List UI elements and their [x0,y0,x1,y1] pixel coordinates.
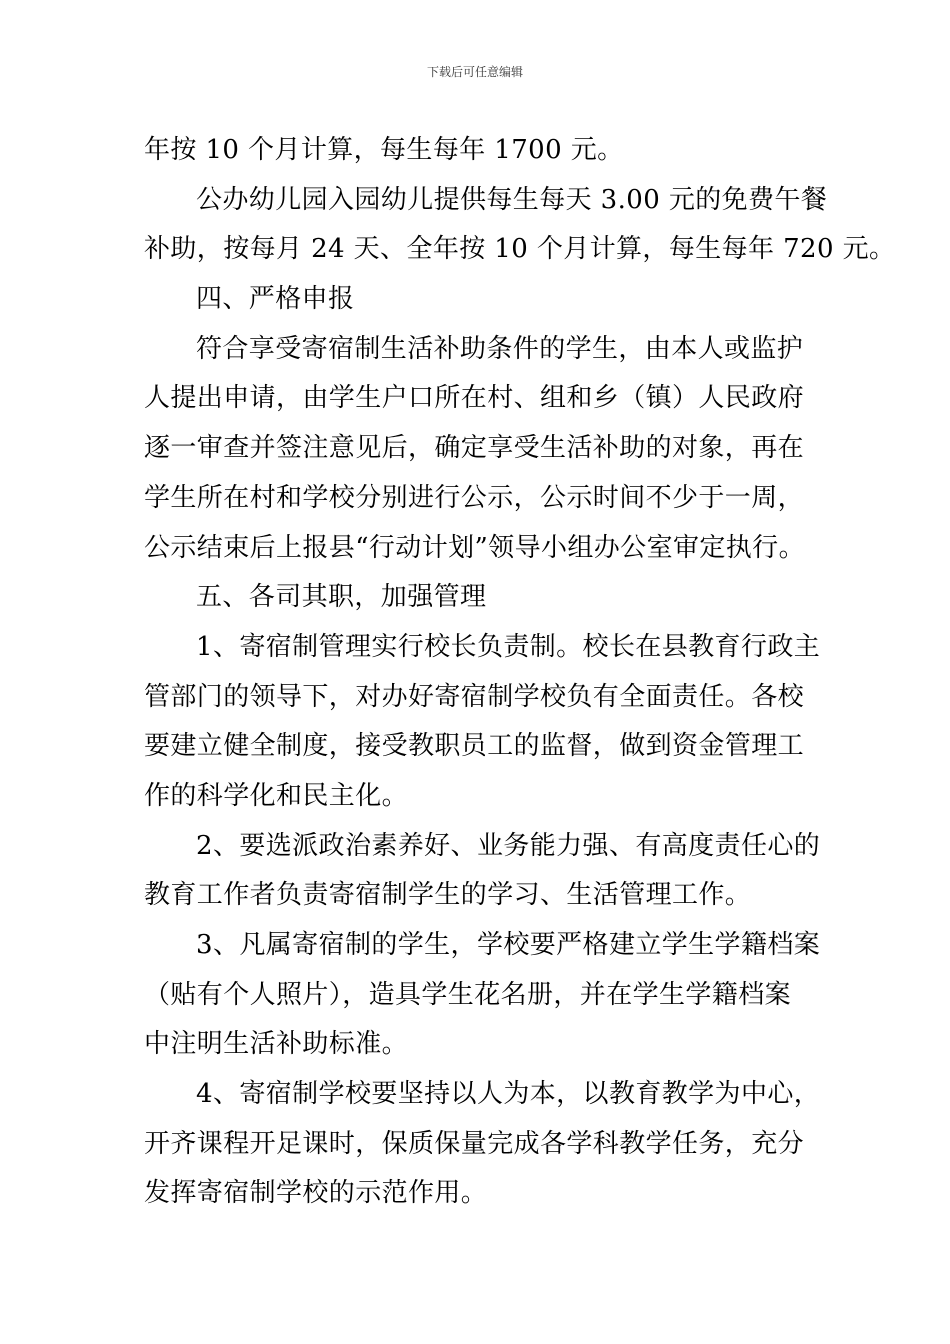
text-line: 中注明生活补助标准。 [144,1029,409,1060]
text-line: 4、寄宿制学校要坚持以人为本，以教育教学为中心， [196,1079,821,1110]
text-line: 补助，按每月 24 天、全年按 10 个月计算，每生每年 720 元。 [144,234,896,265]
text-line: 3、凡属寄宿制的学生，学校要严格建立学生学籍档案 [196,930,821,960]
document-body [144,126,896,1219]
text-line: 公示结束后上报县“行动计划”领导小组办公室审定执行。 [144,532,805,563]
text-line: 2、要选派政治素养好、业务能力强、有高度责任心的 [196,830,821,861]
text-line: 逐一审查并签注意见后，确定享受生活补助的对象，再在 [144,433,805,464]
text-line: 公办幼儿园入园幼儿提供每生每天 3.00 元的免费午餐 [196,184,828,215]
text-line: 管部门的领导下，对办好寄宿制学校负有全面责任。各校 [144,681,805,712]
text-line: 要建立健全制度，接受教职员工的监督，做到资金管理工 [144,731,805,762]
page-header-note: 下载后可任意编辑 [426,65,523,79]
text-line: 教育工作者负责寄宿制学生的学习、生活管理工作。 [144,880,752,911]
text-line: 作的科学化和民主化。 [144,780,409,811]
text-line: 年按 10 个月计算，每生每年 1700 元。 [144,135,624,165]
text-line: 开齐课程开足课时，保质保量完成各学科教学任务，充分 [144,1128,805,1159]
text-line: （贴有个人照片），造具学生花名册，并在学生学籍档案 [144,979,792,1010]
text-line: 符合享受寄宿制生活补助条件的学生，由本人或监护 [196,333,804,364]
text-line: 学生所在村和学校分别进行公示，公示时间不少于一周， [144,482,805,513]
text-line: 1、寄宿制管理实行校长负责制。校长在县教育行政主 [196,631,821,662]
text-line: 人提出申请，由学生户口所在村、组和乡（镇）人民政府 [144,383,805,414]
text-line: 发挥寄宿制学校的示范作用。 [144,1178,488,1209]
section-heading: 五、各司其职，加强管理 [196,582,487,613]
section-heading: 四、严格申报 [196,284,355,315]
